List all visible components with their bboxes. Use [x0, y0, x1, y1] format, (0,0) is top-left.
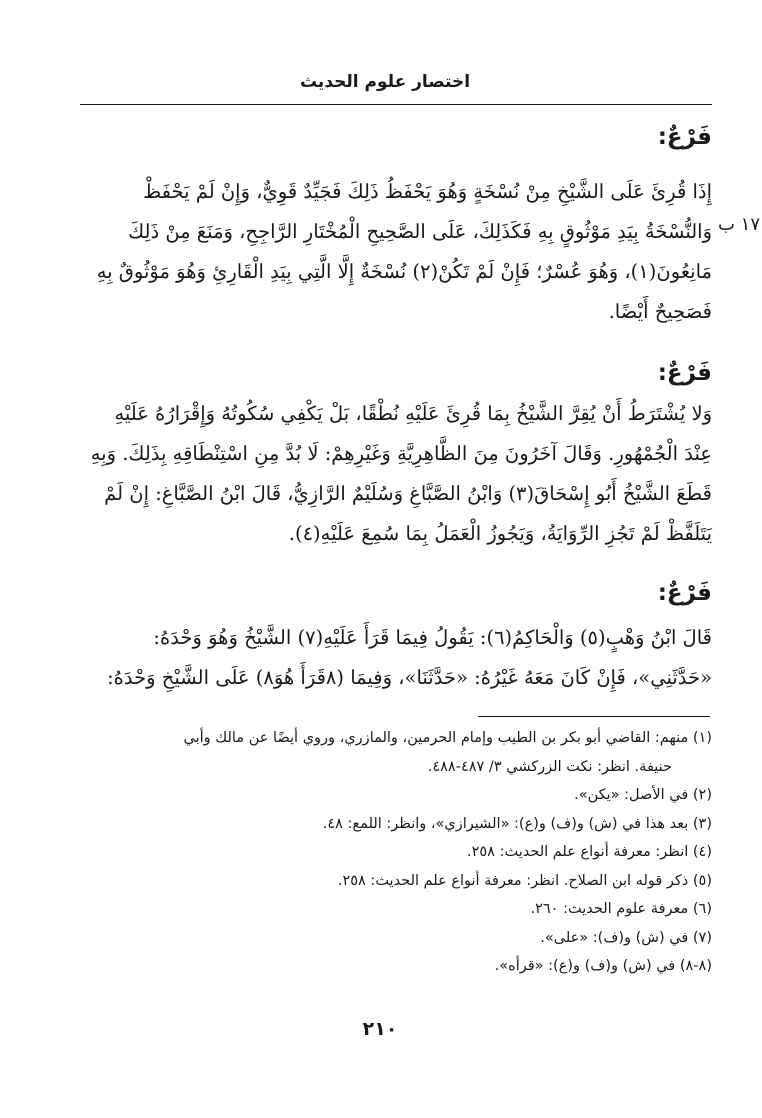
text-line: فَصَحِيحٌ أَيْضًا.	[608, 300, 712, 323]
text-line: قَالَ ابْنُ وَهْبٍ(٥) وَالْحَاكِمُ(٦): يَقُولُ فِيمَا قَرَأَ عَلَيْهِ(٧) الشَّيْخُ وَهُوَ وَحْدَهُ:	[153, 626, 712, 649]
footnote: (٦) معرفة علوم الحديث: ٢٦٠.	[530, 901, 712, 917]
text-line: مَانِعُونَ(١)، وَهُوَ عُسْرٌ؛ فَإِنْ لَمْ تَكُنْ(٢) نُسْخَةٌ إِلَّا الَّتِي بِيَدِ الْقَارِئِ وَهُوَ مَوْثُوقٌ بِهِ	[96, 260, 712, 283]
footnotes	[80, 724, 712, 981]
footnote: (١) منهم: القاضي أبو بكر بن الطيب وإمام الحرمين، والمازري، وروي أيضًا عن مالك وأبي	[183, 730, 712, 746]
running-header: اختصار علوم الحديث	[299, 72, 471, 92]
section-body-3	[80, 618, 712, 698]
footnote: (٨-٨) في (ش) و(ف) و(ع): «قرأه».	[494, 958, 712, 974]
text-line: وَلا يُشْتَرَطُ أَنْ يُقِرَّ الشَّيْخُ بِمَا قُرِئَ عَلَيْهِ نُطْقًا، بَلْ يَكْفِي سُكُوتُهُ وَإِقْرَارُهُ عَلَيْهِ	[114, 402, 712, 425]
footnote: (٥) ذكر قوله ابن الصلاح. انظر: معرفة أنواع علم الحديث: ٢٥٨.	[337, 872, 712, 889]
footnote: (٣) بعد هذا في (ش) و(ف) و(ع): «الشيرازي»، وانظر: اللمع: ٤٨.	[322, 815, 712, 832]
header-rule	[80, 104, 712, 105]
footnote: (٤) انظر: معرفة أنواع علم الحديث: ٢٥٨.	[467, 844, 712, 860]
section-heading-3: فَرْعٌ:	[657, 580, 712, 606]
text-line: يَتَلَفَّظْ لَمْ تَجُزِ الرِّوَايَةُ، وَيَجُوزُ الْعَمَلُ بِمَا سُمِعَ عَلَيْهِ(٤).	[288, 522, 712, 545]
manuscript-folio-marker: ١٧ ب	[717, 214, 760, 235]
text-line: «حَدَّثَنِي»، فَإِنْ كَانَ مَعَهُ غَيْرُهُ: «حَدَّثَنَا»، وَفِيمَا (٨قَرَأَ هُوَ٨) عَلَى الشَّيْخِ وَحْدَهُ:	[107, 666, 712, 689]
section-heading-1: فَرْعٌ:	[657, 124, 712, 150]
section-body-2	[80, 394, 712, 554]
text-line: عِنْدَ الْجُمْهُورِ. وَقَالَ آخَرُونَ مِنَ الظَّاهِرِيَّةِ وَغَيْرِهِمْ: لَا بُدَّ مِنِ اسْتِنْطَاقِهِ بِذَلِكَ. وَبِهِ	[90, 442, 712, 465]
page-number: ٢١٠	[362, 1018, 398, 1040]
footnote-continuation: حنيفة. انظر: نكت الزركشي ٣/ ٤٨٧-٤٨٨.	[427, 758, 672, 775]
text-line: وَالنُّسْخَةُ بِيَدِ مَوْثُوقٍ بِهِ فَكَذَلِكَ، عَلَى الصَّحِيحِ الْمُخْتَارِ الرَّاجِحِ، وَمَنَعَ مِنْ ذَلِكَ	[128, 220, 712, 243]
section-heading-2: فَرْعٌ:	[657, 360, 712, 386]
text-line: إِذَا قُرِئَ عَلَى الشَّيْخِ مِنْ نُسْخَةٍ وَهُوَ يَحْفَظُ ذَلِكَ فَجَيِّدٌ قَوِيٌّ، وَإِنْ لَمْ يَحْفَظْ	[143, 180, 712, 203]
footnote: (٢) في الأصل: «يكن».	[574, 787, 712, 803]
footnote-rule	[478, 716, 710, 717]
text-line: قَطَعَ الشَّيْخُ أَبُو إِسْحَاقَ(٣) وَابْنُ الصَّبَّاغِ وَسُلَيْمٌ الرَّازِيُّ، قَالَ ابْنُ الصَّبَّاغِ: إِنْ لَمْ	[104, 482, 712, 505]
footnote: (٧) في (ش) و(ف): «على».	[540, 929, 712, 946]
section-body-1	[80, 172, 712, 332]
